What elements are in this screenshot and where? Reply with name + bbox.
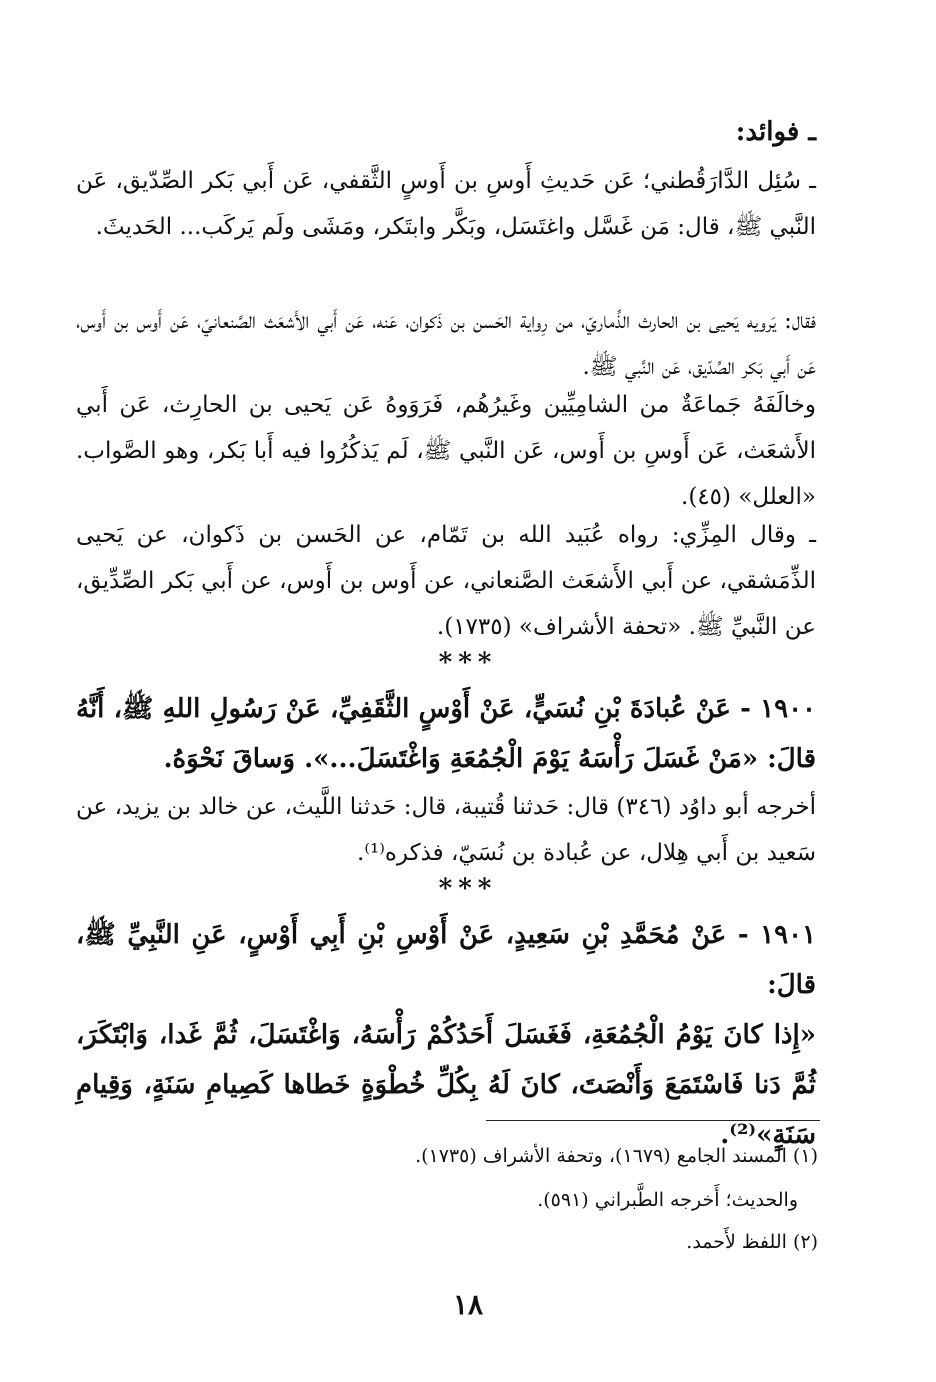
paragraph-daraqutni-conclusion: وخالَفَهُ جَماعَةٌ من الشامِيِّين وغَيرُهُم، فَرَوَوهُ عَن يَحيى بن الحارِث، عَن أَبي الأَشعَث، عَن أَوسِ بن أَوس، عَن النَّبي ﷺ، لَم يَذكُرُوا فيه أَبا بَكر، وهو الصَّواب. «العلل» (٤٥). (76, 392, 816, 510)
paragraph-daraqutni-answer: فقال: يَرويه يَحيى بن الحارث الذِّماريّ، من رِواية الحَسن بن ذَكوان، عَنه، عَن أَبي الأَشعَث الصَّنعانيّ، عَن أَوس بن أَوس، عَن أَبي بَكر الصِّدّيق، عَن النَّبي ﷺ. (76, 308, 816, 380)
hadith-1901-matn: «إِذا كانَ يَوْمُ الْجُمُعَةِ، فَغَسَلَ أَحَدُكُمْ رَأْسَهُ، وَاغْتَسَلَ، ثُمَّ غَدا، وَابْتَكَرَ، ثُمَّ دَنا فَاسْتَمَعَ وَأَنْصَتَ، كانَ لَهُ بِكُلِّ خُطْوَةٍ خَطاها كَصِيامِ سَنَةٍ، وَقِيامِ سَنَةٍ»⁽²⁾. (76, 1020, 816, 1150)
footnote-2: (٢) اللفظ لأَحمد. (686, 1231, 818, 1253)
footnote-divider (486, 1120, 820, 1121)
section-separator-2: *** (438, 874, 498, 904)
paragraph-daraqutni-question: ـ سُئِل الدَّارَقُطني؛ عَن حَديثِ أَوسِ بن أَوسٍ الثَّقفي، عَن أَبي بَكر الصِّدّيق، عَن النَّبي ﷺ، قال: مَن غَسَّل واغتَسَل، وبَكَّر وابتَكر، ومَشَى ولَم يَركَب... الحَديثَ. (76, 168, 816, 240)
takhrij-1900: أخرجه أبو داوُد (٣٤٦) قال: حَدثنا قُتيبة، قال: حَدثنا اللَّيث، عن خالد بن يزيد، عن سَعيد بن أَبي هِلال، عن عُبادة بن نُسَيّ، فذكره⁽¹⁾. (76, 794, 816, 866)
section-heading: ـ فوائد: (735, 117, 816, 147)
hadith-1901-isnad: ١٩٠١ - عَنْ مُحَمَّدِ بْنِ سَعِيدٍ، عَنْ أَوْسِ بْنِ أَبِي أَوْسٍ، عَنِ النَّبِيِّ ﷺ، قالَ: (76, 920, 816, 1000)
footnote-1: (١) المسند الجامع (١٦٧٩)، وتحفة الأشراف (١٧٣٥). (415, 1145, 818, 1167)
section-separator-1: *** (438, 648, 498, 678)
page-number: ١٨ (452, 1288, 484, 1321)
footnote-1-continued: والحديث؛ أَخرجه الطَّبراني (٥٩١). (537, 1189, 798, 1211)
hadith-1900: ١٩٠٠ - عَنْ عُبادَةَ بْنِ نُسَيٍّ، عَنْ أَوْسٍ الثَّقَفِيِّ، عَنْ رَسُولِ اللهِ ﷺ، أَنَّهُ قالَ: «مَنْ غَسَلَ رَأْسَهُ يَوْمَ الْجُمُعَةِ وَاغْتَسَلَ...». وَساقَ نَحْوَهُ. (76, 694, 816, 774)
paragraph-mizzi: ـ وقال المِزِّي: رواه عُبَيد الله بن تَمّام، عن الحَسن بن ذَكوان، عن يَحيى الذِّمَشقي، عن أَبي الأَشعَث الصَّنعاني، عن أَوس بن أَوس، عن أَبي بَكر الصِّدِّيق، عن النَّبيِّ ﷺ. «تحفة الأشراف» (١٧٣٥). (76, 522, 816, 640)
